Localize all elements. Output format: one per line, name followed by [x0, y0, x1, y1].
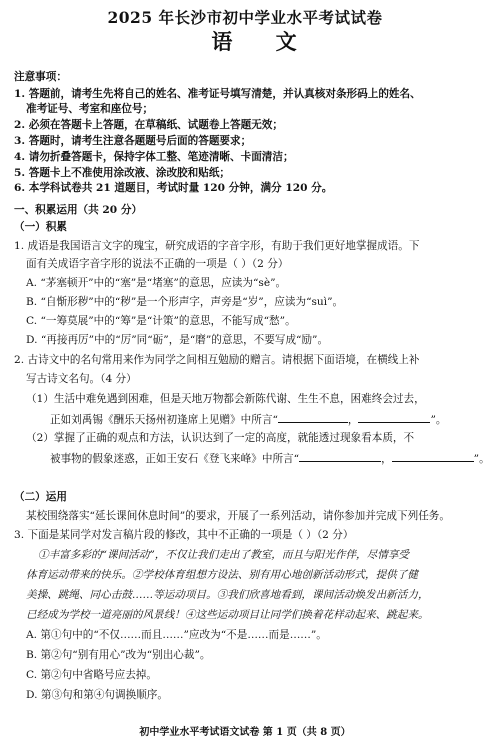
notice-item-6: 6. 本学科试卷共 21 道题目，考试时量 120 分钟，满分 120 分。	[14, 182, 333, 194]
q1-option-c: C. “一筹莫展”中的“筹”是“计策”的意思，不能写成“愁”。	[26, 315, 296, 327]
q3-passage-3: 美操、跳绳、同心击鼓……等运动项目。③我们欣喜地看到，课间活动焕发出新活力，	[26, 589, 429, 601]
q2-sub1-text: 正如刘禹锡《酬乐天扬州初逢席上见赠》中所言“	[50, 414, 278, 426]
q2-sub2-text: 被事物的假象迷惑，正如王安石《登飞来峰》中所言“	[50, 453, 300, 465]
q2-sub1-end: ”。	[430, 414, 447, 426]
q2-sub2-end: ”。	[473, 453, 490, 465]
q1-option-b: B. “自惭形秽”中的“秽”是一个形声字，声旁是“岁”，应读为“suì”。	[26, 296, 344, 308]
answer-blank[interactable]	[299, 450, 381, 462]
notice-item-1b: 准考证号、考室和座位号；	[26, 103, 154, 115]
q2-sub1-line1: （1）生活中难免遇到困难，但是天地万物都会新陈代谢、生生不息，困难终会过去，	[26, 393, 425, 405]
q1-option-a: A. “茅塞顿开”中的“塞”是“堵塞”的意思，应读为“sè”。	[26, 277, 287, 289]
q3-option-a: A. 第①句中的“不仅……而且……”应改为“不是……而是……”。	[26, 629, 327, 641]
activity-context: 某校围绕落实“延长课间休息时间”的要求，开展了一系列活动，请你参加并完成下列任务。	[26, 510, 450, 522]
q2-stem-1: 2. 古诗文中的名句常用来作为同学之间相互勉励的赠言。请根据下面语境，在横线上补	[14, 354, 420, 366]
notice-item-2: 2. 必须在答题卡上答题，在草稿纸、试题卷上答题无效；	[14, 119, 283, 131]
q2-sub2-line1: （2）掌握了正确的观点和方法，认识达到了一定的高度，就能透过现象看本质，不	[26, 432, 415, 444]
subject-title: 语 文	[211, 29, 315, 54]
q3-passage-1: ①丰富多彩的“课间活动”，不仅让我们走出了教室，而且与阳光作伴，尽情享受	[38, 549, 410, 561]
q3-stem: 3. 下面是某同学对发言稿片段的修改，其中不正确的一项是（ ）（2 分）	[14, 529, 354, 541]
q3-option-b: B. 第②句“别有用心”改为“别出心裁”。	[26, 649, 211, 661]
q3-passage-4: 已经成为学校一道亮丽的风景线！④这些运动项目让同学们换着花样动起来、跳起来。	[26, 609, 429, 621]
q2-stem-2: 写古诗文名句。（4 分）	[26, 373, 137, 385]
answer-blank[interactable]	[358, 411, 430, 423]
q2-sub1-comma: ，	[347, 414, 359, 426]
notice-item-5: 5. 答题卡上不准使用涂改液、涂改胶和贴纸；	[14, 167, 231, 179]
answer-blank[interactable]	[278, 411, 348, 423]
notice-heading: 注意事项：	[14, 71, 67, 83]
q1-option-d: D. “再接再厉”中的“厉”同“砺”，是“磨”的意思，不要写成“励”。	[26, 334, 329, 346]
notice-item-1a: 1. 答题前，请考生先将自己的姓名、准考证号填写清楚，并认真核对条形码上的姓名、	[14, 88, 421, 100]
subsection-usage: （二）运用	[14, 491, 67, 503]
notice-item-3: 3. 答题时，请考生注意各题题号后面的答题要求；	[14, 135, 252, 147]
answer-blank[interactable]	[392, 450, 474, 462]
q2-sub2-line2	[50, 450, 490, 466]
page-footer: 初中学业水平考试语文试卷 第 1 页（共 8 页）	[139, 727, 351, 738]
q2-sub1-line2	[50, 411, 447, 427]
notice-item-4: 4. 请勿折叠答题卡，保持字体工整、笔迹清晰、卡面清洁；	[14, 151, 294, 163]
exam-title: 2025 年长沙市初中学业水平考试试卷	[107, 8, 383, 27]
section-heading: 一、积累运用（共 20 分）	[14, 204, 143, 216]
q2-sub2-comma: ，	[381, 453, 392, 465]
q3-passage-2: 体育运动带来的快乐。②学校体育组想方设法、别有用心地创新活动形式，提供了健	[26, 569, 418, 581]
q3-option-c: C. 第②句中省略号应去掉。	[26, 669, 157, 681]
subsection-accumulation: （一）积累	[14, 221, 67, 233]
q1-stem-1: 1. 成语是我国语言文字的瑰宝，研究成语的字音字形，有助于我们更好地掌握成语。下	[14, 240, 420, 252]
q1-stem-2: 面有关成语字音字形的说法不正确的一项是（ ）（2 分）	[26, 258, 289, 270]
q3-option-d: D. 第③句和第④句调换顺序。	[26, 689, 168, 701]
